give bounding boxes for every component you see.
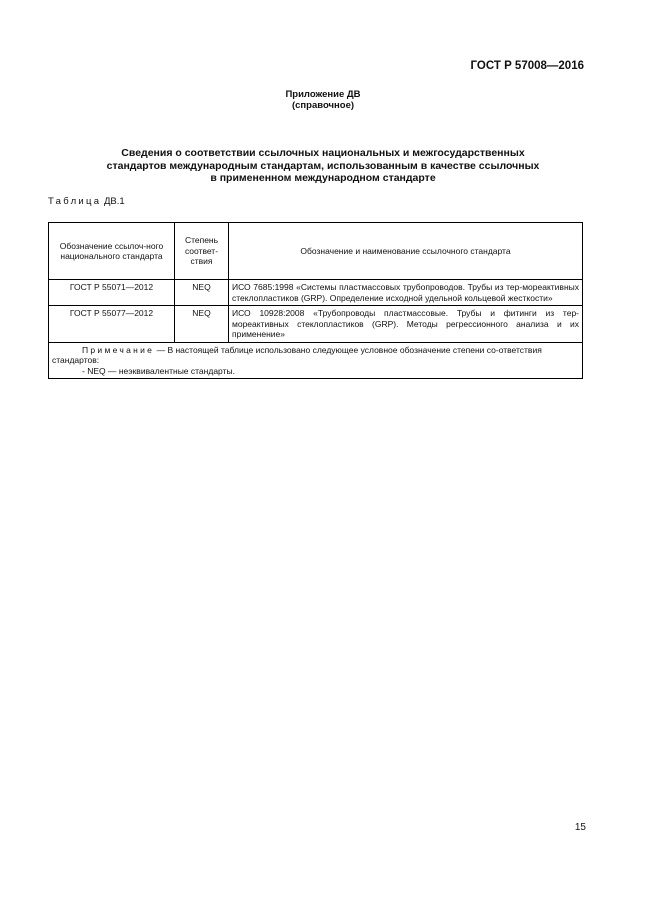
note-item: - NEQ — неэквивалентные стандарты.: [82, 365, 235, 376]
note-text: — В настоящей таблице использовано следующее условное обозначение степени со-ответствия стандартов:: [52, 344, 542, 365]
page-number: 15: [574, 822, 586, 833]
table-caption: [48, 196, 125, 207]
document-code: ГОСТ Р 57008—2016: [470, 60, 584, 72]
cell-national-standard: ГОСТ Р 55071—2012: [49, 280, 175, 306]
heading-line-3: в примененном международном стандарте: [210, 172, 436, 184]
table-caption-number: ДВ.1: [104, 196, 125, 207]
cell-degree: NEQ: [175, 306, 229, 343]
cell-international-standard: ИСО 7685:1998 «Системы пластмассовых трубопроводов. Трубы из тер-мореактивных стеклопластиков (GRP). Определение исходной удельной кольцевой жесткости»: [229, 280, 583, 306]
cell-national-standard: ГОСТ Р 55077—2012: [49, 306, 175, 343]
note-label: Примечание: [82, 344, 155, 355]
table-note: [49, 342, 583, 379]
appendix-title-block: [0, 89, 646, 111]
cell-international-standard: ИСО 10928:2008 «Трубопроводы пластмассовые. Трубы и фитинги из тер-мореактивных стеклопластиков (GRP). Методы регрессионного анализа и их применение»: [229, 306, 583, 343]
table-note-row: [49, 342, 583, 379]
heading-line-2: стандартов международным стандартам, использованным в качестве ссылочных: [106, 159, 540, 172]
table-row: [49, 306, 583, 343]
header-degree: Степень соответ-ствия: [175, 223, 229, 280]
appendix-title: Приложение ДВ: [285, 89, 361, 100]
appendix-status: (справочное): [291, 100, 355, 111]
section-heading: [70, 147, 576, 185]
header-international-standard: Обозначение и наименование ссылочного стандарта: [229, 223, 583, 280]
table-row: [49, 280, 583, 306]
reference-standards-table: [48, 222, 583, 379]
heading-line-1: Сведения о соответствии ссылочных национальных и межгосударственных: [121, 147, 525, 159]
cell-degree: NEQ: [175, 280, 229, 306]
header-national-standard: Обозначение ссылоч-ного национального стандарта: [49, 223, 175, 280]
table-caption-label: Таблица: [48, 196, 102, 207]
table-header-row: [49, 223, 583, 280]
